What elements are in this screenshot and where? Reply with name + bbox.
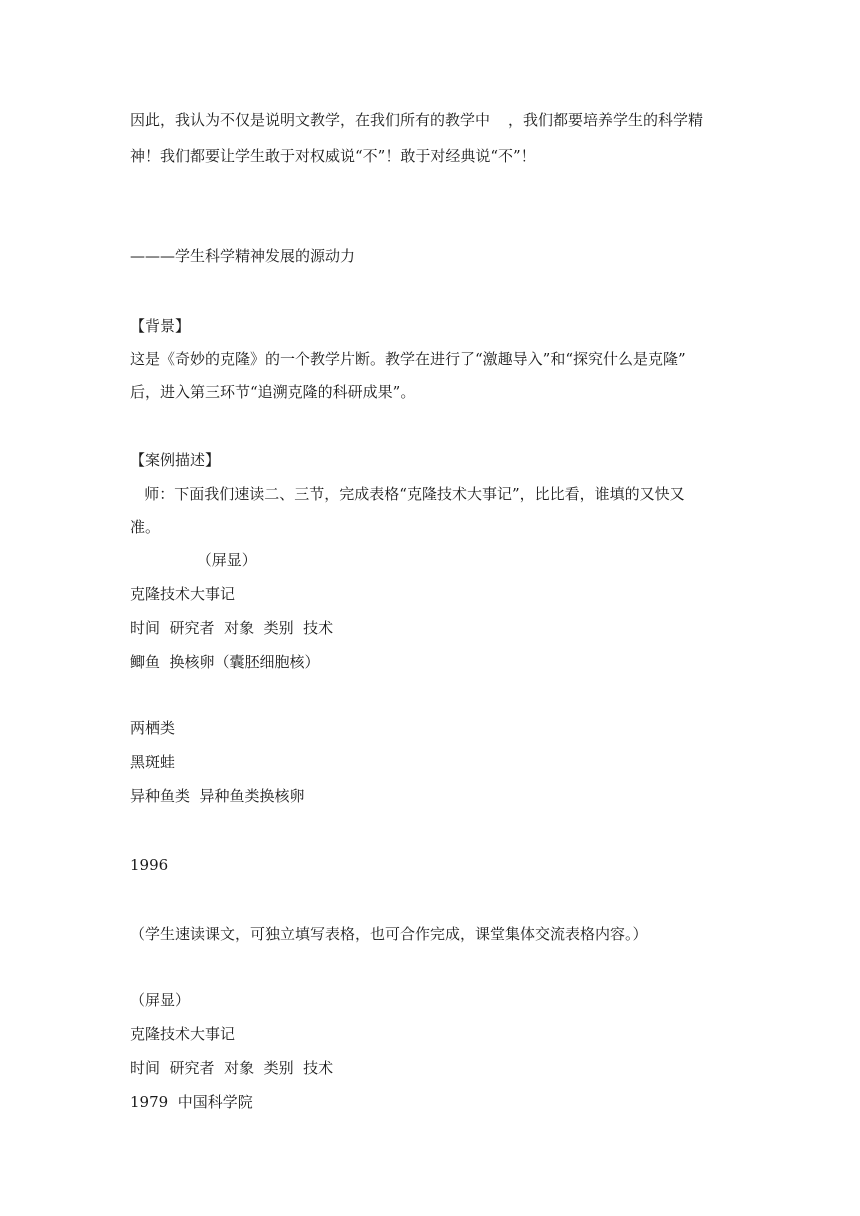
table2-header: 时间 研究者 对象 类别 技术 — [130, 1059, 334, 1077]
background-heading: 【背景】 — [130, 317, 191, 335]
screen-display-label-2: （屏显） — [130, 991, 191, 1009]
table1-row: 鲫鱼 换核卵（囊胚细胞核） — [130, 653, 320, 671]
student-note: （学生速读课文，可独立填写表格，也可合作完成，课堂集体交流表格内容。） — [130, 925, 648, 943]
intro-text-b: ，我们都要培养学生的科学精 — [508, 111, 704, 129]
intro-paragraph-line-2: 神！我们都要让学生敢于对权威说“不”！敢于对经典说“不”！ — [130, 147, 536, 165]
case-heading: 【案例描述】 — [130, 451, 221, 469]
intro-paragraph-line-1 — [130, 110, 703, 130]
table1-row: 黑斑蛙 — [130, 753, 176, 771]
table1-row: 异种鱼类 异种鱼类换核卵 — [130, 787, 305, 805]
teacher-line-2: 准。 — [130, 518, 161, 536]
subtitle: ———学生科学精神发展的源动力 — [130, 247, 356, 265]
table1-row: 1996 — [130, 856, 169, 874]
screen-display-label-1: （屏显） — [130, 551, 257, 569]
table2-title: 克隆技术大事记 — [130, 1025, 236, 1043]
table1-row: 两栖类 — [130, 719, 176, 737]
intro-text-a: 因此，我认为不仅是说明文教学，在我们所有的教学中 — [130, 111, 491, 129]
table1-header: 时间 研究者 对象 类别 技术 — [130, 619, 334, 637]
table2-row: 1979 中国科学院 — [130, 1093, 253, 1111]
background-line-2: 后，进入第三环节“追溯克隆的科研成果”。 — [130, 383, 416, 401]
table1-title: 克隆技术大事记 — [130, 585, 236, 603]
teacher-line-1: 师：下面我们速读二、三节，完成表格“克隆技术大事记”，比比看，谁填的又快又 — [130, 485, 685, 503]
background-line-1: 这是《奇妙的克隆》的一个教学片断。教学在进行了“激趣导入”和“探究什么是克隆” — [130, 350, 686, 368]
